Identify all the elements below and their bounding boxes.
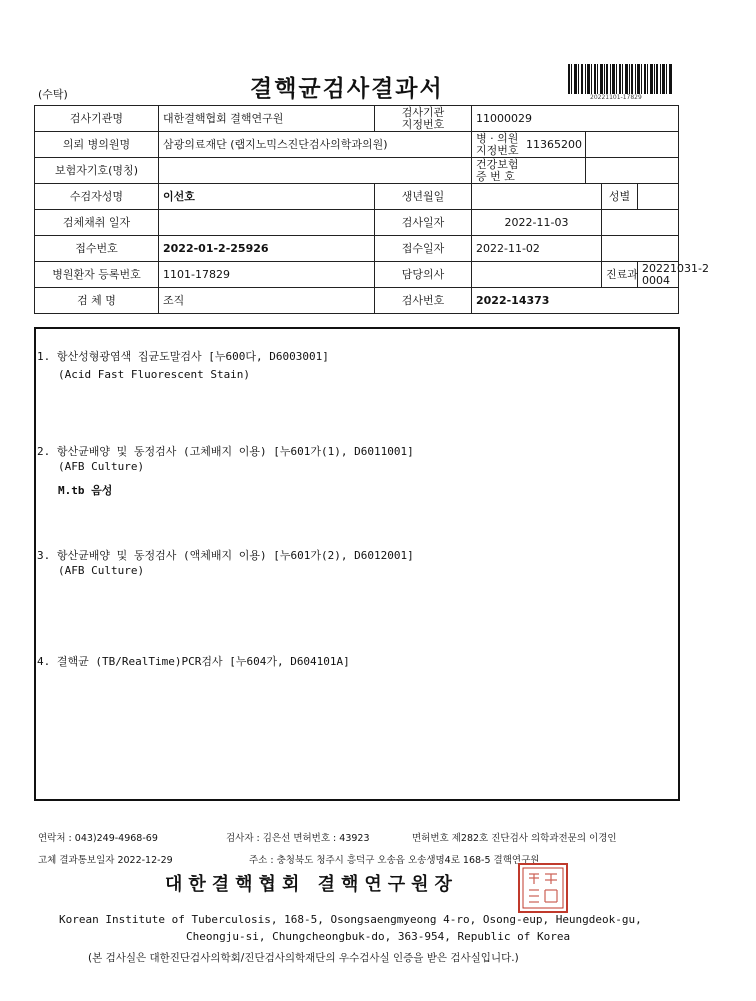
footer-contact: 연락처 : 043)249-4968-69: [38, 833, 158, 844]
value-receipt-number: 2022-01-2-25926: [159, 236, 375, 262]
value-birthdate: [472, 184, 602, 210]
result-1-subtitle: (Acid Fast Fluorescent Stain): [58, 368, 251, 381]
value-sex: [638, 184, 679, 210]
result-2-title: 2. 항산균배양 및 동정검사 (고체배지 이용) [누601가(1), D6011001]: [37, 445, 414, 458]
label-department: 진료과: [602, 262, 638, 288]
table-row: [35, 158, 679, 184]
label-test-number: 검사번호: [375, 288, 472, 314]
patient-info-table: [34, 105, 709, 314]
table-row: [35, 132, 679, 158]
empty-cell: [602, 236, 679, 262]
table-row: [35, 106, 679, 132]
label-institution: 검사기관명: [35, 106, 159, 132]
footer-report-date: 고체 결과통보일자 2022-12-29: [38, 855, 173, 866]
footer-address-en-line2: Cheongju-si, Chungcheongbuk-do, 363-954, Republic of Korea: [186, 930, 571, 943]
footer-address-en-line1: Korean Institute of Tuberculosis, 168-5, Osongsaengmyeong 4-ro, Osong-eup, Heungdeok-gu,: [59, 913, 642, 926]
label-registration-number: 병원환자 등록번호: [35, 262, 159, 288]
label-birthdate: 생년월일: [375, 184, 472, 210]
label-receipt-number: 접수번호: [35, 236, 159, 262]
suthak-label: (수탁): [38, 88, 68, 101]
label-receipt-date: 접수일자: [375, 236, 472, 262]
result-3-title: 3. 항산균배양 및 동정검사 (액체배지 이용) [누601가(2), D6012001]: [37, 549, 414, 562]
barcode-icon: [568, 64, 672, 94]
value-insurance-number: [586, 158, 679, 184]
label-test-date: 검사일자: [375, 210, 472, 236]
result-4-title: 4. 결핵균 (TB/RealTime)PCR검사 [누604가, D604101A]: [37, 655, 350, 668]
result-1-title: 1. 항산성형광염색 집균도말검사 [누600다, D6003001]: [37, 350, 329, 363]
footer-inspector: 검사자 : 김은선 면허번호 : 43923: [226, 833, 370, 844]
value-requesting-hospital: 삼광의료재단 (랩지노믹스진단검사의학과의원): [159, 132, 472, 158]
organization-name: 대한결핵협회 결핵연구원장: [165, 874, 458, 895]
label-insurer: 보험자기호(명칭): [35, 158, 159, 184]
value-receipt-date: 2022-11-02: [472, 236, 602, 262]
empty-cell: [602, 210, 679, 236]
value-institution-code: 11000029: [472, 106, 679, 132]
empty-cell: [586, 132, 679, 158]
label-patient-name: 수검자성명: [35, 184, 159, 210]
footer-specialist: 면허번호 제282호 진단검사 의학과전문의 이경인: [412, 833, 617, 844]
label-insurance-number: 건강보험 증 번 호: [472, 158, 586, 184]
footer-address-kr: 주소 : 충청북도 청주시 흥덕구 오송읍 오송생명4로 168-5 결핵연구원: [249, 855, 540, 866]
value-institution: 대한결핵협회 결핵연구원: [159, 106, 375, 132]
value-insurer: [159, 158, 472, 184]
result-3-subtitle: (AFB Culture): [58, 564, 145, 577]
table-row: [35, 184, 679, 210]
label-doctor: 담당의사: [375, 262, 472, 288]
value-test-date: 2022-11-03: [472, 210, 602, 236]
page-title: 결핵균검사결과서: [250, 76, 444, 102]
value-doctor: [472, 262, 602, 288]
table-row: [35, 262, 679, 288]
value-collection-date: [159, 210, 375, 236]
result-2-value: M.tb 음성: [58, 484, 113, 497]
label-collection-date: 검체채취 일자: [35, 210, 159, 236]
footer-certification: (본 검사실은 대한진단검사의학회/진단검사의학재단의 우수검사실 인증을 받은 검사실입니다.): [88, 952, 519, 964]
value-patient-name: 이선호: [159, 184, 375, 210]
result-2-subtitle: (AFB Culture): [58, 460, 145, 473]
label-requesting-hospital: 의뢰 병의원명: [35, 132, 159, 158]
value-test-number: 2022-14373: [472, 288, 679, 314]
value-registration-number: 1101-17829: [159, 262, 375, 288]
value-specimen: 조직: [159, 288, 375, 314]
label-sex: 성별: [602, 184, 638, 210]
label-specimen: 검 체 명: [35, 288, 159, 314]
barcode-number: 20221101-17829: [590, 94, 642, 101]
official-seal-icon: [517, 862, 569, 914]
label-institution-code: 검사기관 지정번호: [375, 106, 472, 132]
value-hospital-code: 병 · 의원 지정번호 11365200: [472, 132, 586, 158]
table-row: [35, 288, 679, 314]
table-row: [35, 236, 679, 262]
value-department: 20221031-2 0004: [638, 262, 679, 288]
table-row: [35, 210, 679, 236]
